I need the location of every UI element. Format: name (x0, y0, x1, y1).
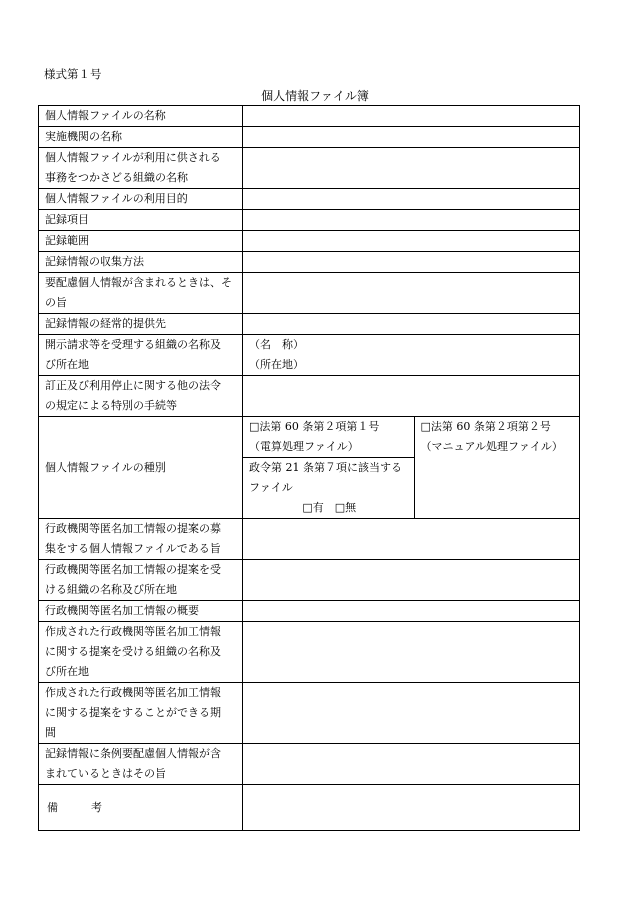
table-row (39, 148, 580, 189)
row-value (243, 127, 580, 148)
row-value (243, 683, 580, 744)
manual-file-option: □法第 60 条第２項第２号 （マニュアル処理ファイル） (420, 420, 563, 453)
row-label: 訂正及び利用停止に関する他の法令 の規定による特別の手続等 (39, 376, 243, 417)
file-type-cell (243, 417, 580, 519)
row-label: 行政機関等匿名加工情報の提案を受 ける組織の名称及び所在地 (39, 560, 243, 601)
table-row (39, 622, 580, 683)
table-row (39, 127, 580, 148)
row-value (243, 601, 580, 622)
row-label: 行政機関等匿名加工情報の概要 (39, 601, 243, 622)
table-row (39, 189, 580, 210)
row-value (243, 273, 580, 314)
form-number: 様式第１号 (44, 67, 102, 81)
table-row (39, 376, 580, 417)
table-row (39, 519, 580, 560)
row-label: 記録項目 (39, 210, 243, 231)
row-label: 記録範囲 (39, 231, 243, 252)
table-row (39, 560, 580, 601)
table-row (39, 252, 580, 273)
table-row (39, 231, 580, 252)
row-value (243, 560, 580, 601)
file-register-table (38, 105, 580, 831)
row-label: 行政機関等匿名加工情報の提案の募 集をする個人情報ファイルである旨 (39, 519, 243, 560)
row-label: 個人情報ファイルが利用に供される 事務をつかさどる組織の名称 (39, 148, 243, 189)
row-label: 個人情報ファイルの利用目的 (39, 189, 243, 210)
row-label: 個人情報ファイルの名称 (39, 106, 243, 127)
ordinance-option: 政令第 21 条第７項に該当する ファイル □有 □無 (243, 458, 414, 519)
address-label: （所在地） (249, 358, 304, 371)
row-label: 記録情報に条例要配慮個人情報が含 まれているときはその旨 (39, 744, 243, 785)
remarks-value (243, 785, 580, 831)
row-value (243, 376, 580, 417)
row-value (243, 622, 580, 683)
row-value (243, 210, 580, 231)
row-label: 記録情報の収集方法 (39, 252, 243, 273)
table-row (39, 314, 580, 335)
row-value (243, 519, 580, 560)
row-value (243, 148, 580, 189)
table-row (39, 210, 580, 231)
yes-checkbox-label: □有 (302, 501, 324, 514)
contact-value (243, 335, 580, 376)
row-label: 記録情報の経常的提供先 (39, 314, 243, 335)
table-row (39, 106, 580, 127)
remarks-label: 備 考 (39, 785, 243, 831)
table-row (39, 417, 580, 519)
no-checkbox-label: □無 (334, 501, 357, 514)
row-value (243, 252, 580, 273)
yes-no-checkboxes (249, 498, 410, 518)
electronic-file-option: □法第 60 条第２項第１号 （電算処理ファイル） (243, 417, 414, 458)
row-value (243, 314, 580, 335)
row-label: 実施機関の名称 (39, 127, 243, 148)
row-value (243, 189, 580, 210)
table-row (39, 273, 580, 314)
table-row (39, 785, 580, 831)
row-label: 要配慮個人情報が含まれるときは、そ の旨 (39, 273, 243, 314)
row-label: 開示請求等を受理する組織の名称及 び所在地 (39, 335, 243, 376)
form-title: 個人情報ファイル簿 (261, 89, 369, 103)
row-label: 作成された行政機関等匿名加工情報 に関する提案をすることができる期 間 (39, 683, 243, 744)
table-row (39, 601, 580, 622)
table-row (39, 744, 580, 785)
row-label: 個人情報ファイルの種別 (39, 417, 243, 519)
row-value (243, 231, 580, 252)
row-value (243, 744, 580, 785)
table-row (39, 335, 580, 376)
table-row (39, 683, 580, 744)
file-type-grid (243, 417, 580, 518)
name-label: （名 称） (249, 338, 304, 351)
row-label: 作成された行政機関等匿名加工情報 に関する提案を受ける組織の名称及 び所在地 (39, 622, 243, 683)
row-value (243, 106, 580, 127)
